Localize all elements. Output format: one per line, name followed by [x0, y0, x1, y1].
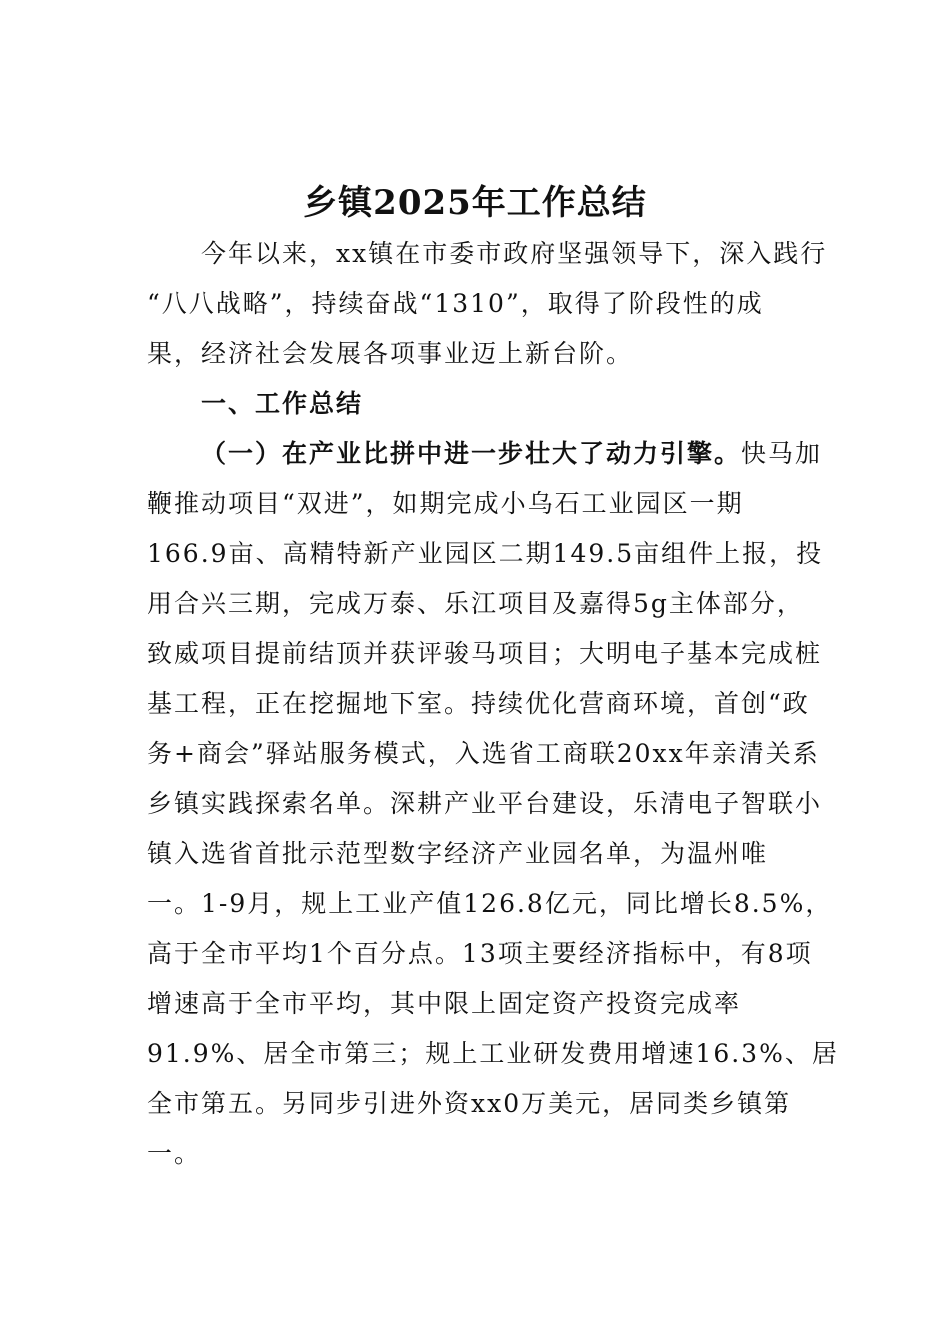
section-heading: 一、工作总结: [201, 389, 364, 418]
document-title: 乡镇2025年工作总结: [303, 183, 647, 223]
paragraph-line: 全市第五。另同步引进外资xx0万美元，居同类乡镇第: [147, 1089, 792, 1118]
paragraph-line: [147, 429, 823, 479]
paragraph-line: 一。: [147, 1139, 202, 1168]
subsection-heading: （一）在产业比拼中进一步壮大了动力引擎。: [201, 439, 742, 468]
paragraph-line: 高于全市平均1个百分点。13项主要经济指标中，有8项: [147, 939, 813, 968]
subsection-paragraph: [147, 429, 839, 1179]
paragraph-text: 快马加: [741, 439, 823, 468]
paragraph-line: 91.9%、居全市第三；规上工业研发费用增速16.3%、居: [147, 1039, 839, 1068]
section-heading-row: [147, 379, 805, 429]
paragraph-line: 果，经济社会发展各项事业迈上新台阶。: [147, 339, 634, 368]
paragraph-line: 基工程，正在挖掘地下室。持续优化营商环境，首创“政: [147, 689, 810, 718]
paragraph-line: 镇入选省首批示范型数字经济产业园名单，为温州唯: [147, 839, 769, 868]
paragraph-line: “八八战略”，持续奋战“1310”，取得了阶段性的成: [147, 289, 764, 318]
intro-paragraph: [147, 229, 828, 379]
paragraph-line: 今年以来，xx镇在市委市政府坚强领导下，深入践行: [201, 239, 828, 268]
paragraph-line: 乡镇实践探索名单。深耕产业平台建设，乐清电子智联小: [147, 789, 823, 818]
paragraph-line: 166.9亩、高精特新产业园区二期149.5亩组件上报，投: [147, 539, 824, 568]
document-body: [147, 229, 839, 1179]
paragraph-line: 增速高于全市平均，其中限上固定资产投资完成率: [147, 989, 742, 1018]
paragraph-line: 用合兴三期，完成万泰、乐江项目及嘉得5g主体部分，: [147, 589, 804, 618]
paragraph-line: 一。1-9月，规上工业产值126.8亿元，同比增长8.5%，: [147, 889, 833, 918]
paragraph-line: 鞭推动项目“双进”，如期完成小乌石工业园区一期: [147, 489, 744, 518]
paragraph-line: 务+商会”驿站服务模式，入选省工商联20xx年亲清关系: [147, 739, 820, 768]
paragraph-line: 致威项目提前结顶并获评骏马项目；大明电子基本完成桩: [147, 639, 823, 668]
